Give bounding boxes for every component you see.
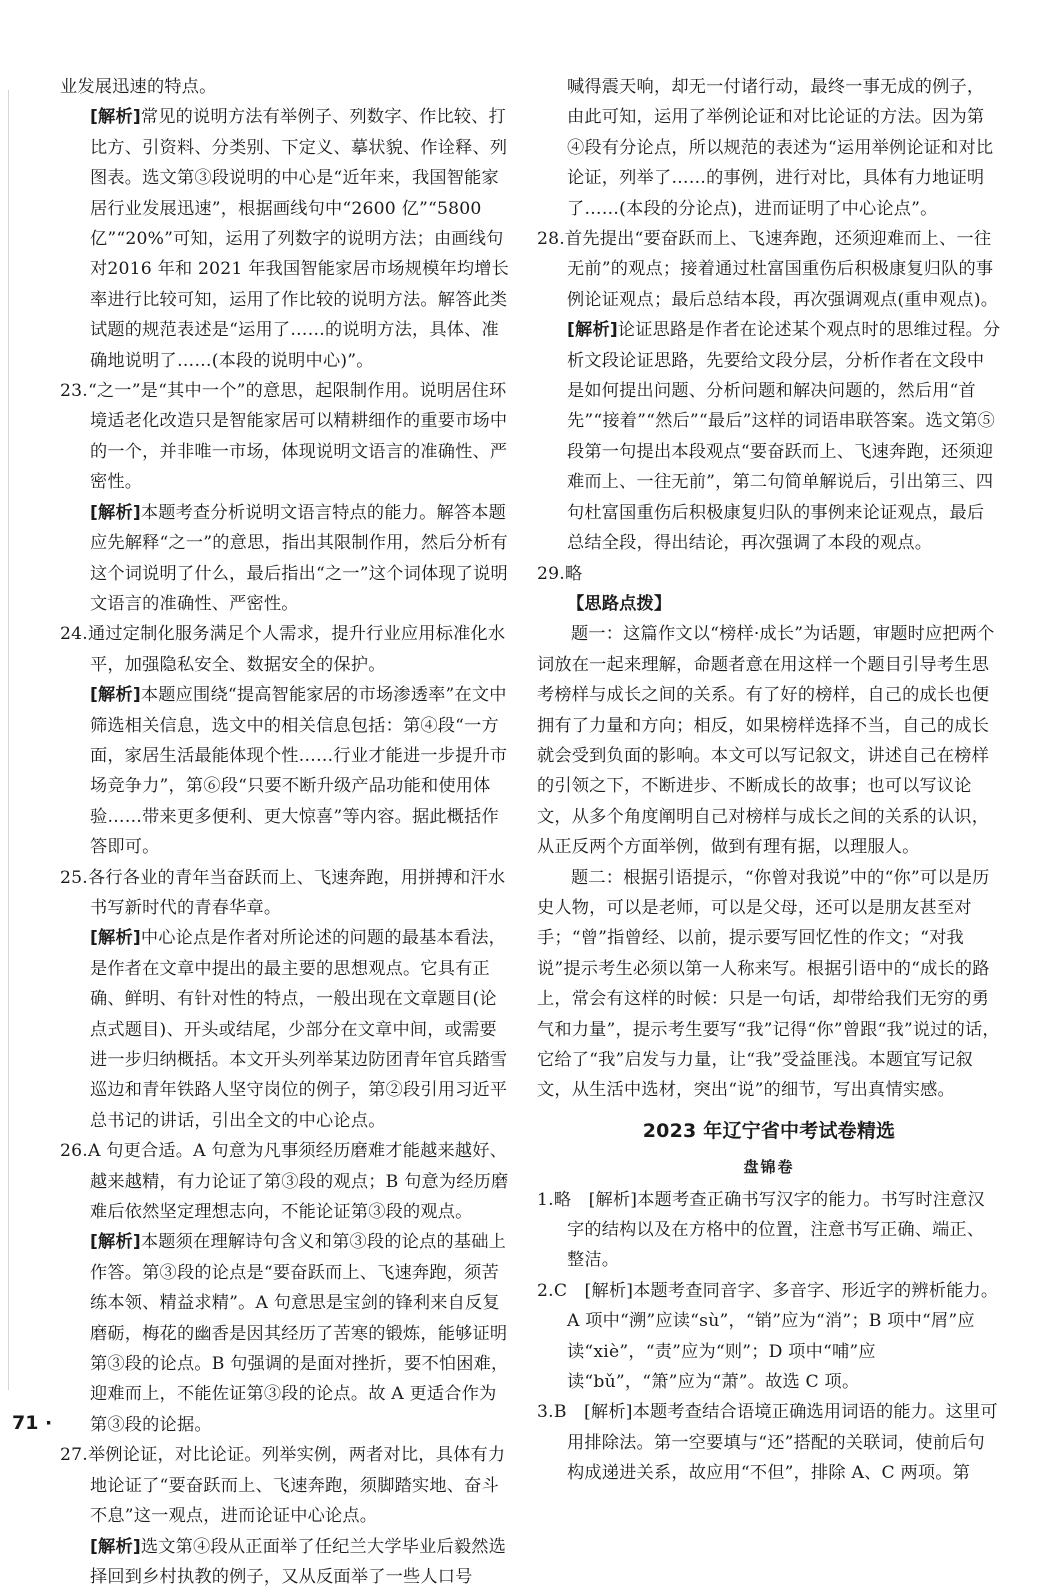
answer-text: B [解析]本题考查结合语境正确选用词语的能力。这里可用排除法。第一空要填与“还”搭配的关联词，使前后句构成递进关系，故应用“不但”，排除 A、C 两项。第 xyxy=(554,1402,998,1483)
analysis-label: [解析] xyxy=(90,1232,141,1252)
answer-text: 各行各业的青年当奋跃而上、飞速奔跑，用拼搏和汗水书写新时代的青春华章。 xyxy=(88,868,505,918)
answer-text: 通过定制化服务满足个人需求，提升行业应用标准化水平，加强隐私安全、数据安全的保护。 xyxy=(88,624,505,674)
analysis-label: [解析] xyxy=(90,928,141,948)
answer-2 xyxy=(537,1276,1001,1398)
analysis-text: 本题须在理解诗句含义和第③段的论点的基础上作答。第③段的论点是“要奋跃而上、飞速奔跑，须苦练本领、精益求精”。A 句意思是宝剑的锋利来自反复磨砺，梅花的幽香是因其经历了苦寒的锻炼，能够证明第③段的论点。B 句强调的是面对挫折，要不怕困难，迎难而上，不能佐证第③段的论点。故 A 更适合作为第③段的论据。 xyxy=(90,1232,508,1434)
right-column xyxy=(537,72,1001,1489)
answer-number: 2. xyxy=(537,1281,554,1301)
answer-25 xyxy=(60,863,510,924)
answer-text: “之一”是“其中一个”的意思，起限制作用。说明居住环境适老化改造只是智能家居可以精耕细作的重要市场中的一个，并非唯一市场，体现说明文语言的准确性、严密性。 xyxy=(88,381,507,492)
analysis-23 xyxy=(60,102,510,376)
analysis-28 xyxy=(537,315,1001,558)
answer-text: C [解析]本题考查同音字、多音字、形近字的辨析能力。A 项中“溯”应读“sù”，“销”应为“消”；B 项中“屑”应读“xiè”，“责”应为“则”；D 项中“哺”应读“bǔ”，“箫”应为“萧”。故选 C 项。 xyxy=(554,1281,998,1392)
left-column xyxy=(60,72,510,1592)
binding-edge xyxy=(8,90,9,1390)
answer-1 xyxy=(537,1185,1001,1276)
answer-3 xyxy=(537,1397,1001,1488)
answer-number: 27. xyxy=(60,1445,88,1465)
section-subtitle: 盘锦卷 xyxy=(537,1152,1001,1182)
analysis-label: [解析] xyxy=(90,107,141,127)
analysis-label: [解析] xyxy=(90,503,141,523)
hint-paragraph-1: 题一：这篇作文以“榜样·成长”为话题，审题时应把两个词放在一起来理解，命题者意在用这样一个题目引导考生思考榜样与成长之间的关系。有了好的榜样，自己的成长也便拥有了力量和方向；相反，如果榜样选择不当，自己的成长就会受到负面的影响。本文可以写记叙文，讲述自己在榜样的引领之下，不断进步、不断成长的故事；也可以写议论文，从多个角度阐明自己对榜样与成长之间的关系的认识，从正反两个方面举例，做到有理有据，以理服人。 xyxy=(537,619,1001,862)
analysis-text: 本题考查分析说明文语言特点的能力。解答本题应先解释“之一”的意思，指出其限制作用，然后分析有这个词说明了什么，最后指出“之一”这个词体现了说明文语言的准确性、严密性。 xyxy=(90,503,508,614)
answer-28 xyxy=(537,224,1001,315)
answer-number: 25. xyxy=(60,868,88,888)
analysis-26 xyxy=(60,1227,510,1440)
answer-24 xyxy=(60,619,510,680)
analysis-23b xyxy=(60,498,510,620)
continuation-text: 业发展迅速的特点。 xyxy=(60,72,510,102)
answer-number: 1. xyxy=(537,1190,554,1210)
answer-text: 举例论证，对比论证。列举实例，两者对比，具体有力地论证了“要奋跃而上、飞速奔跑，须脚踏实地、奋斗不息”这一观点，进而论证中心论点。 xyxy=(88,1445,505,1526)
section-title: 2023 年辽宁省中考试卷精选 xyxy=(537,1116,1001,1146)
answer-text: 略 [解析]本题考查正确书写汉字的能力。书写时注意汉字的结构以及在方格中的位置，注意书写正确、端正、整洁。 xyxy=(554,1190,985,1271)
answer-26 xyxy=(60,1136,510,1227)
page-number: 71 · xyxy=(12,1412,52,1434)
analysis-label: [解析] xyxy=(90,685,141,705)
analysis-text: 论证思路是作者在论述某个观点时的思维过程。分析文段论证思路，先要给文段分层，分析作者在文段中是如何提出问题、分析问题和解决问题的，然后用“首先”“接着”“然后”“最后”这样的词语串联答案。选文第⑤段第一句提出本段观点“要奋跃而上、飞速奔跑，还须迎难而上、一往无前”，第二句简单解说后，引出第三、四句杜富国重伤后积极康复归队的事例来论证观点，最后总结全段，得出结论，再次强调了本段的观点。 xyxy=(567,320,1000,553)
analysis-25 xyxy=(60,923,510,1136)
analysis-24 xyxy=(60,680,510,862)
answer-number: 29. xyxy=(537,564,565,584)
answer-23 xyxy=(60,376,510,498)
answer-number: 24. xyxy=(60,624,88,644)
continuation-text: 喊得震天响，却无一付诸行动，最终一事无成的例子，由此可知，运用了举例论证和对比论证的方法。因为第④段有分论点，所以规范的表述为“运用举例论证和对比论证，列举了……的事例，进行对比，具体有力地证明了……(本段的分论点)，进而证明了中心论点”。 xyxy=(537,72,1001,224)
answer-number: 3. xyxy=(537,1402,554,1422)
analysis-label: [解析] xyxy=(567,320,618,340)
answer-text: 略 xyxy=(565,564,582,584)
analysis-text: 中心论点是作者对所论述的问题的最基本看法，是作者在文章中提出的最主要的思想观点。它具有正确、鲜明、有针对性的特点，一般出现在文章题目(论点式题目)、开头或结尾，少部分在文章中间，或需要进一步归纳概括。本文开头列举某边防团青年官兵踏雪巡边和青年铁路人坚守岗位的例子，第②段引用习近平总书记的讲话，引出全文的中心论点。 xyxy=(90,928,507,1130)
answer-text: 首先提出“要奋跃而上、飞速奔跑，还须迎难而上、一往无前”的观点；接着通过杜富国重伤后积极康复归队的事例论证观点；最后总结本段，再次强调观点(重申观点)。 xyxy=(565,229,998,310)
hint-heading: 【思路点拨】 xyxy=(537,589,1001,619)
answer-number: 28. xyxy=(537,229,565,249)
answer-number: 23. xyxy=(60,381,88,401)
answer-text: A 句更合适。A 句意为凡事须经历磨难才能越来越好、越来越精，有力论证了第③段的观点；B 句意为经历磨难后依然坚定理想志向，不能论证第③段的观点。 xyxy=(88,1141,508,1222)
answer-29 xyxy=(537,559,1001,589)
hint-paragraph-2: 题二：根据引语提示，“你曾对我说”中的“你”可以是历史人物，可以是老师，可以是父母，还可以是朋友甚至对手；“曾”指曾经、以前，提示要写回忆性的作文；“对我说”提示考生必须以第一人称来写。根据引语中的“成长的路上，常会有这样的时候：只是一句话，却带给我们无穷的勇气和力量”，提示考生要写“我”记得“你”曾跟“我”说过的话，它给了“我”启发与力量，让“我”受益匪浅。本题宜写记叙文，从生活中选材，突出“说”的细节，写出真情实感。 xyxy=(537,863,1001,1106)
answer-27 xyxy=(60,1440,510,1531)
analysis-text: 选文第④段从正面举了任纪兰大学毕业后毅然选择回到乡村执教的例子，又从反面举了一些人口号 xyxy=(90,1537,506,1587)
answer-number: 26. xyxy=(60,1141,88,1161)
analysis-label: [解析] xyxy=(90,1537,141,1557)
analysis-text: 常见的说明方法有举例子、列数字、作比较、打比方、引资料、分类别、下定义、摹状貌、作诠释、列图表。选文第③段说明的中心是“近年来，我国智能家居行业发展迅速”，根据画线句中“2600 亿”“5800 亿”“20%”可知，运用了列数字的说明方法；由画线句对2016 年和 2021 年我国智能家居市场规模年均增长率进行比较可知，运用了作比较的说明方法。解答此类试题的规范表述是“运用了……的说明方法，具体、准确地说明了……(本段的说明中心)”。 xyxy=(90,107,509,370)
analysis-text: 本题应围绕“提高智能家居的市场渗透率”在文中筛选相关信息，选文中的相关信息包括：第④段“一方面，家居生活最能体现个性……行业才能进一步提升市场竞争力”，第⑥段“只要不断升级产品功能和使用体验……带来更多便利、更大惊喜”等内容。据此概括作答即可。 xyxy=(90,685,507,857)
analysis-27 xyxy=(60,1532,510,1592)
